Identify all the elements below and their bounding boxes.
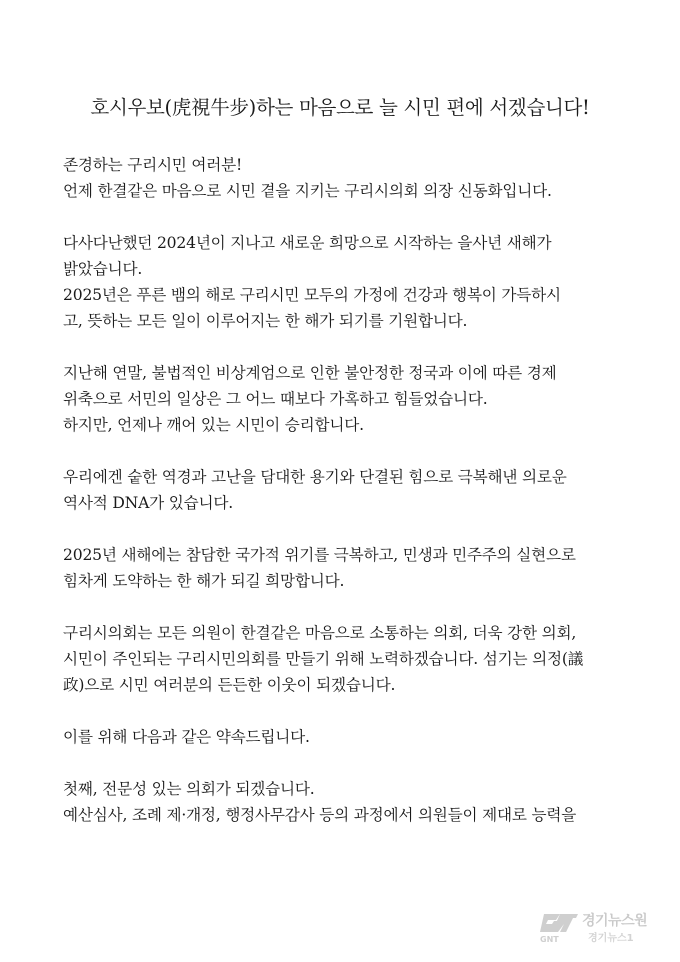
text-line: 이를 위해 다음과 같은 약속드립니다. (63, 728, 310, 746)
text-line: 하지만, 언제나 깨어 있는 시민이 승리합니다. (63, 416, 364, 434)
paragraph (63, 724, 633, 750)
watermark (538, 908, 668, 948)
watermark-main-text: 경기뉴스원 (582, 913, 648, 929)
text-line: 政)으로 시민 여러분의 든든한 이웃이 되겠습니다. (63, 676, 396, 694)
paragraph (63, 542, 633, 594)
paragraph (63, 230, 633, 334)
text-line: 다사다난했던 2024년이 지나고 새로운 희망으로 시작하는 을사년 새해가 (63, 234, 552, 252)
text-line: 구리시의회는 모든 의원이 한결같은 마음으로 소통하는 의회, 더욱 강한 의회, (63, 624, 577, 642)
letter-body (63, 152, 633, 828)
paragraph-gap (63, 334, 633, 360)
text-line: 지난해 연말, 불법적인 비상계엄으로 인한 불안정한 정국과 이에 따른 경제 (63, 364, 557, 382)
paragraph (63, 776, 633, 828)
text-line: 첫째, 전문성 있는 의회가 되겠습니다. (63, 780, 315, 798)
text-line: 예산심사, 조례 제·개정, 행정사무감사 등의 과정에서 의원들이 제대로 능력을 (63, 806, 577, 824)
paragraph-gap (63, 516, 633, 542)
svg-text:GNT: GNT (540, 935, 559, 944)
text-line: 우리에겐 숱한 역경과 고난을 담대한 용기와 단결된 힘으로 극복해낸 의로운 (63, 468, 567, 486)
text-line: 언제 한결같은 마음으로 시민 곁을 지키는 구리시의회 의장 신동화입니다. (63, 182, 552, 200)
paragraph (63, 464, 633, 516)
paragraph-gap (63, 750, 633, 776)
watermark-sub-text: 경기뉴스1 (588, 933, 634, 944)
text-line: 역사적 DNA가 있습니다. (63, 494, 233, 512)
paragraph-gap (63, 204, 633, 230)
text-line: 존경하는 구리시민 여러분! (63, 156, 243, 174)
text-line: 고, 뜻하는 모든 일이 이루어지는 한 해가 되기를 기원합니다. (63, 312, 468, 330)
text-line: 밝았습니다. (63, 260, 143, 278)
paragraph (63, 620, 633, 698)
paragraph-gap (63, 594, 633, 620)
page-title: 호시우보(虎視牛步)하는 마음으로 늘 시민 편에 서겠습니다! (90, 96, 590, 119)
paragraph-gap (63, 438, 633, 464)
text-line: 2025년은 푸른 뱀의 해로 구리시민 모두의 가정에 건강과 행복이 가득하시 (63, 286, 561, 304)
paragraph (63, 360, 633, 438)
text-line: 시민이 주인되는 구리시민의회를 만들기 위해 노력하겠습니다. 섬기는 의정(議 (63, 650, 584, 668)
text-line: 힘차게 도약하는 한 해가 되길 희망합니다. (63, 572, 345, 590)
paragraph (63, 152, 633, 204)
text-line: 2025년 새해에는 참담한 국가적 위기를 극복하고, 민생과 민주주의 실현으로 (63, 546, 576, 564)
paragraph-gap (63, 698, 633, 724)
gnt-logo-icon (538, 910, 580, 944)
text-line: 위축으로 서민의 일상은 그 어느 때보다 가혹하고 힘들었습니다. (63, 390, 488, 408)
